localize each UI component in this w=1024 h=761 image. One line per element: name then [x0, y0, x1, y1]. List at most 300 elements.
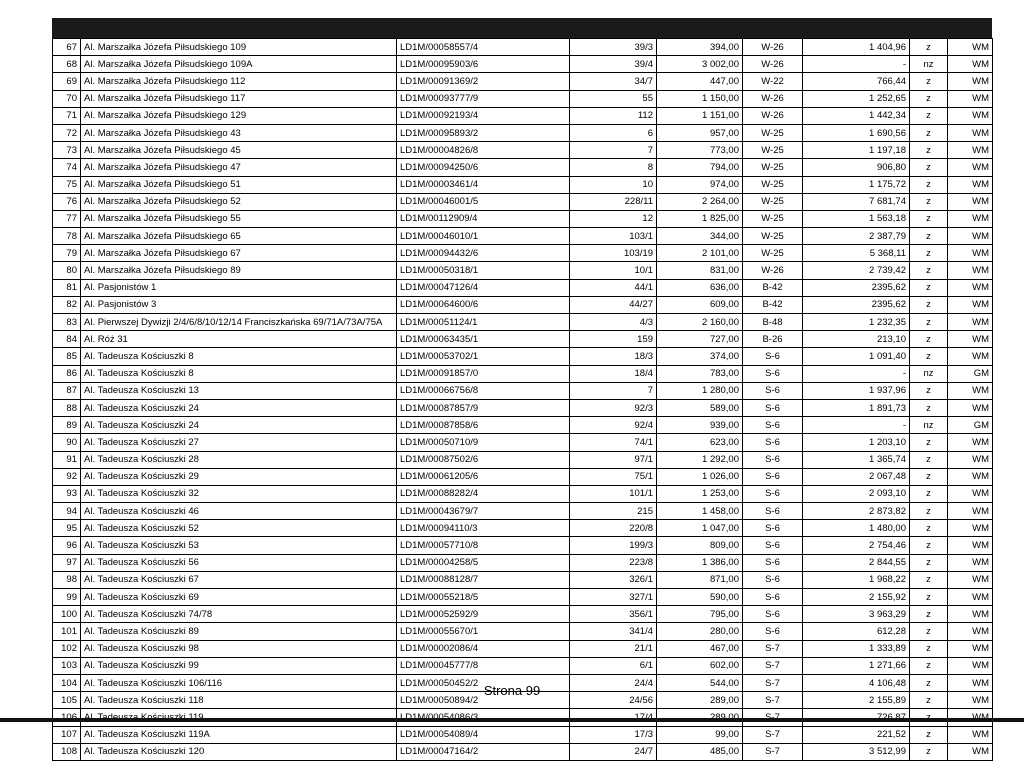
status-cell: z [910, 485, 948, 502]
area-cell: 344,00 [657, 228, 743, 245]
value-cell: 1 197,18 [803, 142, 910, 159]
street-address-cell: Al. Tadeusza Kościuszki 69 [81, 589, 397, 606]
precinct-cell: W-26 [743, 39, 803, 56]
status-cell: nz [910, 365, 948, 382]
row-number-cell: 103 [53, 657, 81, 674]
owner-code-cell: WM [948, 73, 993, 90]
precinct-cell: B-26 [743, 331, 803, 348]
row-number-cell: 82 [53, 296, 81, 313]
land-register-number-cell: LD1M/00061205/6 [397, 468, 570, 485]
plot-number-cell: 327/1 [570, 589, 657, 606]
area-cell: 289,00 [657, 692, 743, 709]
street-address-cell: Al. Marszałka Józefa Piłsudskiego 52 [81, 193, 397, 210]
street-address-cell: Al. Pierwszej Dywizji 2/4/6/8/10/12/14 Franciszkańska 69/71A/73A/75A [81, 314, 397, 331]
plot-number-cell: 215 [570, 503, 657, 520]
area-cell: 3 002,00 [657, 56, 743, 73]
value-cell: 1 175,72 [803, 176, 910, 193]
status-cell: z [910, 73, 948, 90]
street-address-cell: Al. Tadeusza Kościuszki 67 [81, 571, 397, 588]
land-register-number-cell: LD1M/00066756/8 [397, 382, 570, 399]
status-cell: z [910, 674, 948, 691]
precinct-cell: S-6 [743, 537, 803, 554]
land-register-number-cell: LD1M/00088282/4 [397, 485, 570, 502]
value-cell: 2 093,10 [803, 485, 910, 502]
land-register-number-cell: LD1M/00046010/1 [397, 228, 570, 245]
precinct-cell: S-6 [743, 417, 803, 434]
land-register-number-cell: LD1M/00094250/6 [397, 159, 570, 176]
plot-number-cell: 7 [570, 142, 657, 159]
precinct-cell: S-6 [743, 399, 803, 416]
bottom-rule [0, 718, 1024, 722]
table-row [53, 726, 993, 743]
area-cell: 99,00 [657, 726, 743, 743]
row-number-cell: 92 [53, 468, 81, 485]
street-address-cell: Al. Tadeusza Kościuszki 29 [81, 468, 397, 485]
street-address-cell: Al. Marszałka Józefa Piłsudskiego 51 [81, 176, 397, 193]
value-cell: 3 512,99 [803, 743, 910, 760]
owner-code-cell: WM [948, 451, 993, 468]
row-number-cell: 71 [53, 107, 81, 124]
street-address-cell: Al. Marszałka Józefa Piłsudskiego 112 [81, 73, 397, 90]
precinct-cell: S-7 [743, 726, 803, 743]
street-address-cell: Al. Tadeusza Kościuszki 24 [81, 417, 397, 434]
owner-code-cell: WM [948, 726, 993, 743]
status-cell: z [910, 503, 948, 520]
street-address-cell: Al. Tadeusza Kościuszki 106/116 [81, 674, 397, 691]
owner-code-cell: WM [948, 537, 993, 554]
status-cell: z [910, 245, 948, 262]
precinct-cell: S-6 [743, 434, 803, 451]
land-register-number-cell: LD1M/00051124/1 [397, 314, 570, 331]
value-cell: 2395,62 [803, 296, 910, 313]
land-register-number-cell: LD1M/00003461/4 [397, 176, 570, 193]
precinct-cell: S-6 [743, 623, 803, 640]
area-cell: 939,00 [657, 417, 743, 434]
row-number-cell: 78 [53, 228, 81, 245]
owner-code-cell: WM [948, 434, 993, 451]
status-cell: z [910, 142, 948, 159]
value-cell: 2 155,89 [803, 692, 910, 709]
row-number-cell: 73 [53, 142, 81, 159]
value-cell: - [803, 365, 910, 382]
status-cell: z [910, 314, 948, 331]
row-number-cell: 70 [53, 90, 81, 107]
plot-number-cell: 17/3 [570, 726, 657, 743]
owner-code-cell: WM [948, 262, 993, 279]
area-cell: 957,00 [657, 124, 743, 141]
table-row [53, 589, 993, 606]
street-address-cell: Al. Tadeusza Kościuszki 53 [81, 537, 397, 554]
value-cell: 1 091,40 [803, 348, 910, 365]
status-cell: nz [910, 417, 948, 434]
table-row [53, 554, 993, 571]
street-address-cell: Al. Tadeusza Kościuszki 120 [81, 743, 397, 760]
value-cell: 1 271,66 [803, 657, 910, 674]
plot-number-cell: 12 [570, 210, 657, 227]
plot-number-cell: 39/3 [570, 39, 657, 56]
precinct-cell: W-26 [743, 262, 803, 279]
value-cell: 1 232,35 [803, 314, 910, 331]
status-cell: z [910, 39, 948, 56]
land-register-number-cell: LD1M/00045777/8 [397, 657, 570, 674]
plot-number-cell: 223/8 [570, 554, 657, 571]
owner-code-cell: WM [948, 39, 993, 56]
row-number-cell: 74 [53, 159, 81, 176]
street-address-cell: Al. Tadeusza Kościuszki 8 [81, 365, 397, 382]
table-row [53, 176, 993, 193]
plot-number-cell: 92/4 [570, 417, 657, 434]
row-number-cell: 87 [53, 382, 81, 399]
precinct-cell: S-6 [743, 468, 803, 485]
owner-code-cell: WM [948, 640, 993, 657]
row-number-cell: 75 [53, 176, 81, 193]
plot-number-cell: 39/4 [570, 56, 657, 73]
row-number-cell: 100 [53, 606, 81, 623]
table-row [53, 503, 993, 520]
plot-number-cell: 18/4 [570, 365, 657, 382]
owner-code-cell: WM [948, 623, 993, 640]
table-row [53, 468, 993, 485]
street-address-cell: Al. Tadeusza Kościuszki 8 [81, 348, 397, 365]
area-cell: 1 253,00 [657, 485, 743, 502]
street-address-cell: Al. Marszałka Józefa Piłsudskiego 65 [81, 228, 397, 245]
status-cell: z [910, 554, 948, 571]
plot-number-cell: 75/1 [570, 468, 657, 485]
precinct-cell: S-6 [743, 554, 803, 571]
land-register-number-cell: LD1M/00087858/6 [397, 417, 570, 434]
land-register-number-cell: LD1M/00064600/6 [397, 296, 570, 313]
street-address-cell: Al. Tadeusza Kościuszki 56 [81, 554, 397, 571]
area-cell: 1 151,00 [657, 107, 743, 124]
table-row [53, 331, 993, 348]
value-cell: 1 404,96 [803, 39, 910, 56]
precinct-cell: W-25 [743, 159, 803, 176]
area-cell: 1 292,00 [657, 451, 743, 468]
row-number-cell: 91 [53, 451, 81, 468]
owner-code-cell: WM [948, 382, 993, 399]
area-cell: 485,00 [657, 743, 743, 760]
status-cell: z [910, 228, 948, 245]
street-address-cell: Al. Tadeusza Kościuszki 52 [81, 520, 397, 537]
land-register-number-cell: LD1M/00112909/4 [397, 210, 570, 227]
table-row [53, 417, 993, 434]
plot-number-cell: 356/1 [570, 606, 657, 623]
row-number-cell: 81 [53, 279, 81, 296]
area-cell: 589,00 [657, 399, 743, 416]
street-address-cell: Al. Marszałka Józefa Piłsudskiego 45 [81, 142, 397, 159]
land-register-number-cell: LD1M/00043679/7 [397, 503, 570, 520]
table-row [53, 279, 993, 296]
plot-number-cell: 103/19 [570, 245, 657, 262]
owner-code-cell: WM [948, 571, 993, 588]
status-cell: z [910, 382, 948, 399]
area-cell: 783,00 [657, 365, 743, 382]
land-register-number-cell: LD1M/00095893/2 [397, 124, 570, 141]
land-register-number-cell: LD1M/00057710/8 [397, 537, 570, 554]
value-cell: 1 252,65 [803, 90, 910, 107]
land-register-number-cell: LD1M/00091857/0 [397, 365, 570, 382]
land-register-number-cell: LD1M/00050894/2 [397, 692, 570, 709]
row-number-cell: 68 [53, 56, 81, 73]
owner-code-cell: WM [948, 245, 993, 262]
precinct-cell: S-6 [743, 365, 803, 382]
owner-code-cell: WM [948, 193, 993, 210]
page-number: Strona 99 [483, 683, 541, 698]
plot-number-cell: 101/1 [570, 485, 657, 502]
table-row [53, 210, 993, 227]
area-cell: 636,00 [657, 279, 743, 296]
land-register-number-cell: LD1M/00004826/8 [397, 142, 570, 159]
value-cell: 766,44 [803, 73, 910, 90]
area-cell: 974,00 [657, 176, 743, 193]
value-cell: 1 203,10 [803, 434, 910, 451]
status-cell: z [910, 743, 948, 760]
owner-code-cell: WM [948, 657, 993, 674]
value-cell: 1 968,22 [803, 571, 910, 588]
street-address-cell: Al. Marszałka Józefa Piłsudskiego 109A [81, 56, 397, 73]
area-cell: 1 026,00 [657, 468, 743, 485]
row-number-cell: 93 [53, 485, 81, 502]
plot-number-cell: 112 [570, 107, 657, 124]
owner-code-cell: WM [948, 124, 993, 141]
street-address-cell: Al. Marszałka Józefa Piłsudskiego 129 [81, 107, 397, 124]
street-address-cell: Al. Marszałka Józefa Piłsudskiego 109 [81, 39, 397, 56]
status-cell: z [910, 726, 948, 743]
value-cell: 1 333,89 [803, 640, 910, 657]
plot-number-cell: 6/1 [570, 657, 657, 674]
precinct-cell: S-6 [743, 503, 803, 520]
precinct-cell: S-6 [743, 571, 803, 588]
precinct-cell: S-7 [743, 674, 803, 691]
row-number-cell: 88 [53, 399, 81, 416]
area-cell: 794,00 [657, 159, 743, 176]
status-cell: z [910, 623, 948, 640]
status-cell: z [910, 296, 948, 313]
owner-code-cell: WM [948, 468, 993, 485]
street-address-cell: Al. Róż 31 [81, 331, 397, 348]
street-address-cell: Al. Marszałka Józefa Piłsudskiego 67 [81, 245, 397, 262]
row-number-cell: 90 [53, 434, 81, 451]
value-cell: 2 387,79 [803, 228, 910, 245]
owner-code-cell: WM [948, 331, 993, 348]
precinct-cell: S-6 [743, 606, 803, 623]
owner-code-cell: WM [948, 554, 993, 571]
precinct-cell: W-25 [743, 176, 803, 193]
value-cell: 2 739,42 [803, 262, 910, 279]
status-cell: z [910, 193, 948, 210]
row-number-cell: 104 [53, 674, 81, 691]
row-number-cell: 69 [53, 73, 81, 90]
table-row [53, 296, 993, 313]
table-row [53, 245, 993, 262]
status-cell: z [910, 124, 948, 141]
precinct-cell: W-25 [743, 228, 803, 245]
precinct-cell: S-7 [743, 640, 803, 657]
plot-number-cell: 341/4 [570, 623, 657, 640]
status-cell: z [910, 520, 948, 537]
land-register-number-cell: LD1M/00047164/2 [397, 743, 570, 760]
table-row [53, 348, 993, 365]
row-number-cell: 83 [53, 314, 81, 331]
table-row [53, 382, 993, 399]
status-cell: z [910, 399, 948, 416]
owner-code-cell: WM [948, 520, 993, 537]
precinct-cell: S-7 [743, 743, 803, 760]
table-row [53, 365, 993, 382]
land-register-number-cell: LD1M/00055670/1 [397, 623, 570, 640]
row-number-cell: 76 [53, 193, 81, 210]
table-row [53, 262, 993, 279]
land-register-number-cell: LD1M/00047126/4 [397, 279, 570, 296]
precinct-cell: S-7 [743, 692, 803, 709]
table-row [53, 657, 993, 674]
land-register-number-cell: LD1M/00050710/9 [397, 434, 570, 451]
table-row [53, 159, 993, 176]
row-number-cell: 95 [53, 520, 81, 537]
table-row [53, 520, 993, 537]
land-register-number-cell: LD1M/00052592/9 [397, 606, 570, 623]
area-cell: 1 150,00 [657, 90, 743, 107]
precinct-cell: S-7 [743, 657, 803, 674]
status-cell: z [910, 606, 948, 623]
precinct-cell: W-22 [743, 73, 803, 90]
row-number-cell: 108 [53, 743, 81, 760]
table-row [53, 434, 993, 451]
status-cell: z [910, 210, 948, 227]
plot-number-cell: 55 [570, 90, 657, 107]
status-cell: z [910, 640, 948, 657]
owner-code-cell: WM [948, 90, 993, 107]
table-row [53, 623, 993, 640]
status-cell: z [910, 589, 948, 606]
row-number-cell: 77 [53, 210, 81, 227]
table-row [53, 537, 993, 554]
row-number-cell: 94 [53, 503, 81, 520]
precinct-cell: S-6 [743, 451, 803, 468]
plot-number-cell: 34/7 [570, 73, 657, 90]
table-row [53, 606, 993, 623]
value-cell: 906,80 [803, 159, 910, 176]
row-number-cell: 97 [53, 554, 81, 571]
status-cell: z [910, 331, 948, 348]
table-row [53, 193, 993, 210]
precinct-cell: B-42 [743, 296, 803, 313]
precinct-cell: W-26 [743, 107, 803, 124]
area-cell: 831,00 [657, 262, 743, 279]
land-register-number-cell: LD1M/00088128/7 [397, 571, 570, 588]
area-cell: 1 047,00 [657, 520, 743, 537]
value-cell: 4 106,48 [803, 674, 910, 691]
plot-number-cell: 24/7 [570, 743, 657, 760]
status-cell: nz [910, 56, 948, 73]
plot-number-cell: 4/3 [570, 314, 657, 331]
street-address-cell: Al. Tadeusza Kościuszki 74/78 [81, 606, 397, 623]
value-cell: 1 442,34 [803, 107, 910, 124]
status-cell: z [910, 537, 948, 554]
row-number-cell: 101 [53, 623, 81, 640]
land-register-number-cell: LD1M/00050318/1 [397, 262, 570, 279]
row-number-cell: 105 [53, 692, 81, 709]
owner-code-cell: WM [948, 210, 993, 227]
owner-code-cell: WM [948, 348, 993, 365]
status-cell: z [910, 434, 948, 451]
value-cell: 612,28 [803, 623, 910, 640]
row-number-cell: 79 [53, 245, 81, 262]
table-row [53, 314, 993, 331]
row-number-cell: 86 [53, 365, 81, 382]
street-address-cell: Al. Marszałka Józefa Piłsudskiego 55 [81, 210, 397, 227]
value-cell: 3 963,29 [803, 606, 910, 623]
area-cell: 809,00 [657, 537, 743, 554]
land-register-number-cell: LD1M/00050452/2 [397, 674, 570, 691]
owner-code-cell: WM [948, 485, 993, 502]
owner-code-cell: GM [948, 417, 993, 434]
value-cell: 2 067,48 [803, 468, 910, 485]
table-row [53, 743, 993, 760]
land-register-number-cell: LD1M/00087857/9 [397, 399, 570, 416]
land-register-number-cell: LD1M/00004258/5 [397, 554, 570, 571]
plot-number-cell: 159 [570, 331, 657, 348]
table-row [53, 73, 993, 90]
table-row [53, 39, 993, 56]
table-row [53, 56, 993, 73]
status-cell: z [910, 692, 948, 709]
value-cell: 1 937,96 [803, 382, 910, 399]
land-register-number-cell: LD1M/00053702/1 [397, 348, 570, 365]
row-number-cell: 85 [53, 348, 81, 365]
owner-code-cell: WM [948, 314, 993, 331]
owner-code-cell: WM [948, 692, 993, 709]
land-register-number-cell: LD1M/00094432/6 [397, 245, 570, 262]
value-cell: 2 754,46 [803, 537, 910, 554]
owner-code-cell: WM [948, 296, 993, 313]
precinct-cell: W-25 [743, 210, 803, 227]
status-cell: z [910, 657, 948, 674]
street-address-cell: Al. Tadeusza Kościuszki 32 [81, 485, 397, 502]
land-register-number-cell: LD1M/00091369/2 [397, 73, 570, 90]
owner-code-cell: WM [948, 56, 993, 73]
precinct-cell: W-25 [743, 124, 803, 141]
precinct-cell: W-25 [743, 142, 803, 159]
plot-number-cell: 21/1 [570, 640, 657, 657]
area-cell: 280,00 [657, 623, 743, 640]
street-address-cell: Al. Tadeusza Kościuszki 46 [81, 503, 397, 520]
owner-code-cell: WM [948, 743, 993, 760]
street-address-cell: Al. Marszałka Józefa Piłsudskiego 47 [81, 159, 397, 176]
owner-code-cell: WM [948, 142, 993, 159]
area-cell: 602,00 [657, 657, 743, 674]
owner-code-cell: WM [948, 503, 993, 520]
owner-code-cell: WM [948, 279, 993, 296]
plot-number-cell: 24/4 [570, 674, 657, 691]
plot-number-cell: 326/1 [570, 571, 657, 588]
plot-number-cell: 97/1 [570, 451, 657, 468]
street-address-cell: Al. Tadeusza Kościuszki 24 [81, 399, 397, 416]
plot-number-cell: 10 [570, 176, 657, 193]
land-register-number-cell: LD1M/00055218/5 [397, 589, 570, 606]
row-number-cell: 107 [53, 726, 81, 743]
table-row [53, 640, 993, 657]
precinct-cell: S-6 [743, 382, 803, 399]
table-body [53, 39, 993, 761]
land-register-number-cell: LD1M/00093777/9 [397, 90, 570, 107]
value-cell: 1 690,56 [803, 124, 910, 141]
value-cell: 1 891,73 [803, 399, 910, 416]
value-cell: 2395,62 [803, 279, 910, 296]
table-row [53, 90, 993, 107]
status-cell: z [910, 159, 948, 176]
precinct-cell: S-6 [743, 520, 803, 537]
